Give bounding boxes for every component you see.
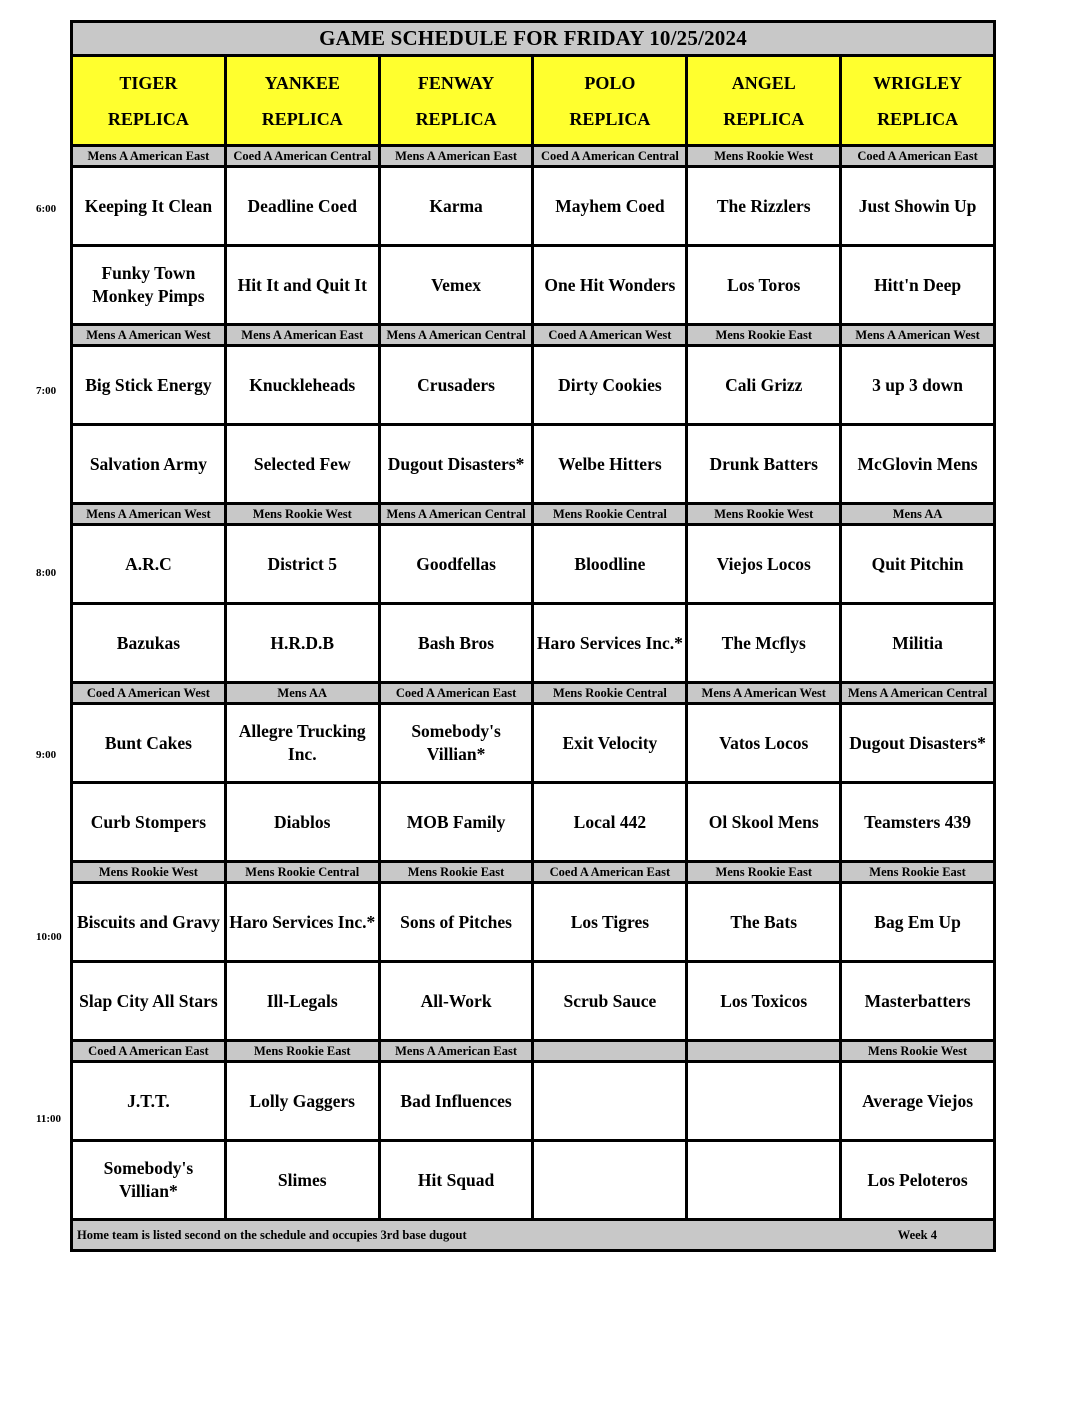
division-label: Mens A American West (72, 325, 226, 346)
field-header-tiger (72, 56, 226, 146)
division-label: Mens AA (225, 683, 379, 704)
home-team: Los Peloteros (841, 1141, 995, 1220)
home-team: Hitt'n Deep (841, 246, 995, 325)
away-team: Bunt Cakes (72, 704, 226, 783)
division-label: Coed A American Central (225, 146, 379, 167)
away-team: Deadline Coed (225, 167, 379, 246)
home-team: H.R.D.B (225, 604, 379, 683)
home-team: Local 442 (533, 783, 687, 862)
home-team: Slap City All Stars (72, 962, 226, 1041)
away-team: The Bats (687, 883, 841, 962)
home-team: Militia (841, 604, 995, 683)
away-team (687, 1062, 841, 1141)
division-label: Mens Rookie East (841, 862, 995, 883)
home-team: Welbe Hitters (533, 425, 687, 504)
home-team-row (72, 1141, 995, 1220)
away-team: The Rizzlers (687, 167, 841, 246)
field-header-angel (687, 56, 841, 146)
division-label (687, 1041, 841, 1062)
schedule-title: GAME SCHEDULE FOR FRIDAY 10/25/2024 (72, 22, 995, 56)
away-team: Exit Velocity (533, 704, 687, 783)
field-name: FENWAY (417, 72, 495, 93)
home-team-row (72, 604, 995, 683)
home-team: Drunk Batters (687, 425, 841, 504)
away-team: Somebody's Villian* (379, 704, 533, 783)
division-label: Mens A American East (379, 1041, 533, 1062)
home-team-row (72, 425, 995, 504)
footer-cell (72, 1220, 995, 1251)
division-row (72, 325, 995, 346)
home-team (533, 1141, 687, 1220)
time-label: 6:00 (36, 203, 57, 215)
division-label: Mens A American Central (379, 504, 533, 525)
away-team: Goodfellas (379, 525, 533, 604)
division-label: Coed A American Central (533, 146, 687, 167)
home-team: Scrub Sauce (533, 962, 687, 1041)
home-team (687, 1141, 841, 1220)
field-subtitle: REPLICA (569, 108, 651, 129)
division-label: Mens A American East (225, 325, 379, 346)
division-label: Mens AA (841, 504, 995, 525)
division-label: Mens A American West (841, 325, 995, 346)
field-header-row (72, 56, 995, 146)
home-team: Funky Town Monkey Pimps (72, 246, 226, 325)
division-label: Coed A American East (72, 1041, 226, 1062)
field-subtitle: REPLICA (261, 108, 343, 129)
time-label: 8:00 (36, 567, 57, 579)
division-label: Mens A American Central (379, 325, 533, 346)
division-label: Mens Rookie West (841, 1041, 995, 1062)
time-label: 11:00 (36, 1113, 62, 1125)
division-label: Coed A American West (72, 683, 226, 704)
away-team: Viejos Locos (687, 525, 841, 604)
home-team: Salvation Army (72, 425, 226, 504)
field-header-wrigley (841, 56, 995, 146)
home-team: Los Toros (687, 246, 841, 325)
division-label: Mens A American East (379, 146, 533, 167)
home-team: Somebody's Villian* (72, 1141, 226, 1220)
away-team (533, 1062, 687, 1141)
division-label: Coed A American East (841, 146, 995, 167)
footer-note: Home team is listed second on the schedule and occupies 3rd base dugout (77, 1227, 467, 1242)
away-team: Big Stick Energy (72, 346, 226, 425)
home-team: Bash Bros (379, 604, 533, 683)
home-team: Selected Few (225, 425, 379, 504)
division-row (72, 683, 995, 704)
home-team: Diablos (225, 783, 379, 862)
away-team-row (72, 525, 995, 604)
footer-row (72, 1220, 995, 1251)
schedule-table (70, 20, 996, 1252)
division-label: Mens Rookie East (687, 862, 841, 883)
division-label: Mens A American West (72, 504, 226, 525)
home-team: Los Toxicos (687, 962, 841, 1041)
division-label (533, 1041, 687, 1062)
division-row (72, 504, 995, 525)
division-label: Mens Rookie Central (533, 504, 687, 525)
home-team: The Mcflys (687, 604, 841, 683)
field-subtitle: REPLICA (877, 108, 959, 129)
away-team: Just Showin Up (841, 167, 995, 246)
home-team: Curb Stompers (72, 783, 226, 862)
home-team-row (72, 246, 995, 325)
home-team-row (72, 783, 995, 862)
away-team: A.R.C (72, 525, 226, 604)
away-team: Los Tigres (533, 883, 687, 962)
division-label: Mens Rookie East (225, 1041, 379, 1062)
field-name: POLO (584, 72, 636, 93)
away-team: J.T.T. (72, 1062, 226, 1141)
home-team: Masterbatters (841, 962, 995, 1041)
away-team: Sons of Pitches (379, 883, 533, 962)
away-team: District 5 (225, 525, 379, 604)
home-team: Vemex (379, 246, 533, 325)
away-team: Karma (379, 167, 533, 246)
away-team: Average Viejos (841, 1062, 995, 1141)
division-label: Mens Rookie West (72, 862, 226, 883)
field-header-polo (533, 56, 687, 146)
home-team: Dugout Disasters* (379, 425, 533, 504)
away-team-row (72, 346, 995, 425)
away-team-row (72, 167, 995, 246)
away-team: Biscuits and Gravy (72, 883, 226, 962)
away-team-row (72, 704, 995, 783)
away-team: Cali Grizz (687, 346, 841, 425)
division-label: Coed A American East (533, 862, 687, 883)
field-header-yankee (225, 56, 379, 146)
home-team: Bazukas (72, 604, 226, 683)
field-header-fenway (379, 56, 533, 146)
away-team: Lolly Gaggers (225, 1062, 379, 1141)
field-name: YANKEE (264, 72, 340, 93)
home-team: Slimes (225, 1141, 379, 1220)
division-label: Mens A American West (687, 683, 841, 704)
away-team: Haro Services Inc.* (225, 883, 379, 962)
time-slots (72, 146, 995, 1220)
division-label: Mens Rookie East (687, 325, 841, 346)
away-team: Vatos Locos (687, 704, 841, 783)
time-label: 10:00 (36, 931, 62, 943)
away-team: Mayhem Coed (533, 167, 687, 246)
division-label: Coed A American East (379, 683, 533, 704)
home-team: Ill-Legals (225, 962, 379, 1041)
away-team: Bloodline (533, 525, 687, 604)
away-team-row (72, 1062, 995, 1141)
away-team: Allegre Trucking Inc. (225, 704, 379, 783)
field-subtitle: REPLICA (107, 108, 189, 129)
away-team: Keeping It Clean (72, 167, 226, 246)
away-team: Quit Pitchin (841, 525, 995, 604)
home-team: One Hit Wonders (533, 246, 687, 325)
division-label: Coed A American West (533, 325, 687, 346)
division-label: Mens Rookie Central (533, 683, 687, 704)
division-label: Mens Rookie West (687, 146, 841, 167)
away-team-row (72, 883, 995, 962)
away-team: Crusaders (379, 346, 533, 425)
home-team-row (72, 962, 995, 1041)
home-team: Hit It and Quit It (225, 246, 379, 325)
week-label: Week 4 (897, 1227, 937, 1242)
division-row (72, 862, 995, 883)
home-team: Ol Skool Mens (687, 783, 841, 862)
field-name: TIGER (119, 72, 178, 93)
division-label: Mens Rookie West (687, 504, 841, 525)
field-name: ANGEL (731, 72, 796, 93)
away-team: Dugout Disasters* (841, 704, 995, 783)
home-team: MOB Family (379, 783, 533, 862)
field-subtitle: REPLICA (723, 108, 805, 129)
away-team: Dirty Cookies (533, 346, 687, 425)
division-row (72, 1041, 995, 1062)
away-team: Bad Influences (379, 1062, 533, 1141)
division-label: Mens Rookie West (225, 504, 379, 525)
division-label: Mens Rookie Central (225, 862, 379, 883)
time-label: 7:00 (36, 385, 57, 397)
division-label: Mens Rookie East (379, 862, 533, 883)
home-team: Hit Squad (379, 1141, 533, 1220)
division-row (72, 146, 995, 167)
division-label: Mens A American East (72, 146, 226, 167)
away-team: 3 up 3 down (841, 346, 995, 425)
field-subtitle: REPLICA (415, 108, 497, 129)
schedule-sheet (70, 20, 996, 1252)
time-label: 9:00 (36, 749, 57, 761)
home-team: McGlovin Mens (841, 425, 995, 504)
home-team: All-Work (379, 962, 533, 1041)
away-team: Knuckleheads (225, 346, 379, 425)
home-team: Teamsters 439 (841, 783, 995, 862)
away-team: Bag Em Up (841, 883, 995, 962)
division-label: Mens A American Central (841, 683, 995, 704)
field-name: WRIGLEY (873, 72, 963, 93)
home-team: Haro Services Inc.* (533, 604, 687, 683)
title-row (72, 22, 995, 56)
